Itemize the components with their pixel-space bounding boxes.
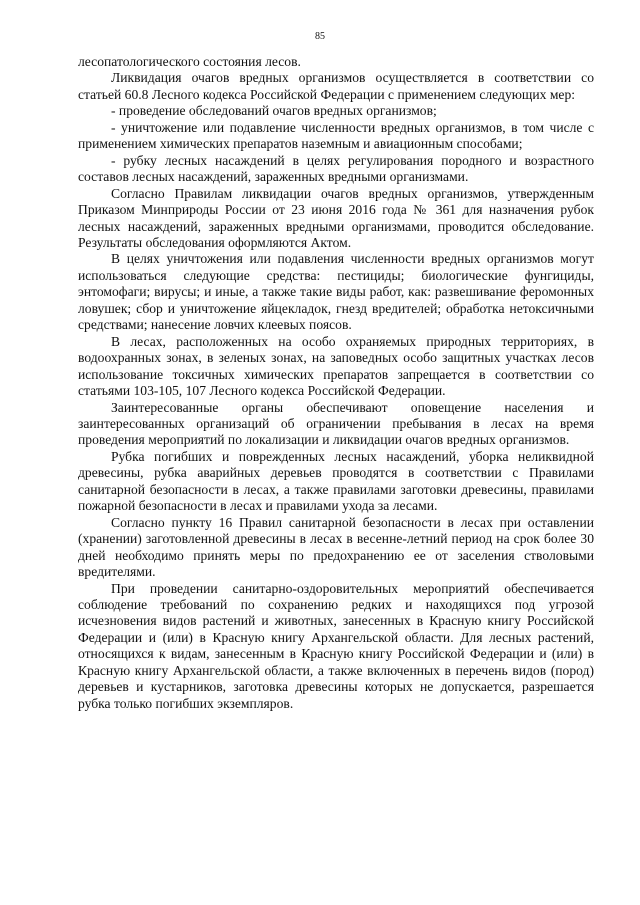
paragraph: В лесах, расположенных на особо охраняемых природных территориях, в водоохранных зонах, в зеленых зонах, на заповедных особо защитных участках лесов использование токсичных химических препаратов запрещается в соответствии со статьями 103-105, 107 Лесного кодекса Российской Федерации. (78, 333, 594, 399)
list-item: - проведение обследований очагов вредных организмов; (111, 103, 437, 119)
paragraph: Рубка погибших и поврежденных лесных насаждений, уборка неликвидной древесины, рубка аварийных деревьев проводятся в соответствии с Правилами санитарной безопасности в лесах, а также правилами заготовки древесины, правилами пожарной безопасности в лесах и правилами ухода за лесами. (78, 448, 594, 514)
paragraph: Заинтересованные органы обеспечивают оповещение населения и заинтересованных организаций об ограничении пребывания в лесах на время проведения мероприятий по локализации и ликвидации очагов вредных организмов. (78, 399, 594, 448)
paragraph-continued: лесопатологического состояния лесов. (78, 54, 301, 69)
paragraph: Ликвидация очагов вредных организмов осуществляется в соответствии со статьей 60.8 Лесного кодекса Российской Федерации с применением следующих мер: (78, 70, 594, 102)
document-body (78, 54, 594, 712)
paragraph: При проведении санитарно-оздоровительных мероприятий обеспечивается соблюдение требований по сохранению редких и находящихся под угрозой исчезновения видов растений и животных, занесенных в Красную книгу Российской Федерации и (или) в Красную книгу Архангельской области. Для лесных растений, относящихся к видам, занесенным в Красную книгу Российской Федерации и (или) в Красную книгу Архангельской области, а также включенных в перечень видов (пород) деревьев и кустарников, заготовка древесины которых не допускается, разрешается рубка только погибших экземпляров. (78, 580, 594, 711)
list-item: - рубку лесных насаждений в целях регулирования породного и возрастного составов лесных насаждений, зараженных вредными организмами. (78, 152, 594, 185)
page-number: 85 (315, 31, 325, 42)
list-item: - уничтожение или подавление численности вредных организмов, в том числе с применением химических препаратов наземным и авиационным способами; (78, 119, 594, 152)
paragraph: Согласно Правилам ликвидации очагов вредных организмов, утвержденным Приказом Минприроды России от 23 июня 2016 года № 361 для назначения рубок лесных насаждений, зараженных вредными организмами, проводится обследование. Результаты обследования оформляются Актом. (78, 185, 594, 250)
paragraph: Согласно пункту 16 Правил санитарной безопасности в лесах при оставлении (хранении) заготовленной древесины в лесах в весенне-летний период на срок более 30 дней необходимо принять меры по предохранению ее от заселения стволовыми вредителями. (78, 514, 594, 580)
paragraph: В целях уничтожения или подавления численности вредных организмов могут использоваться следующие средства: пестициды; биологические фунгициды, энтомофаги; вирусы; и иные, а также такие виды работ, как: развешивание феромонных ловушек; сбор и уничтожение яйцекладок, гнезд вредителей; обработка нетоксичными средствами; нанесение ловчих клеевых поясов. (78, 251, 594, 333)
